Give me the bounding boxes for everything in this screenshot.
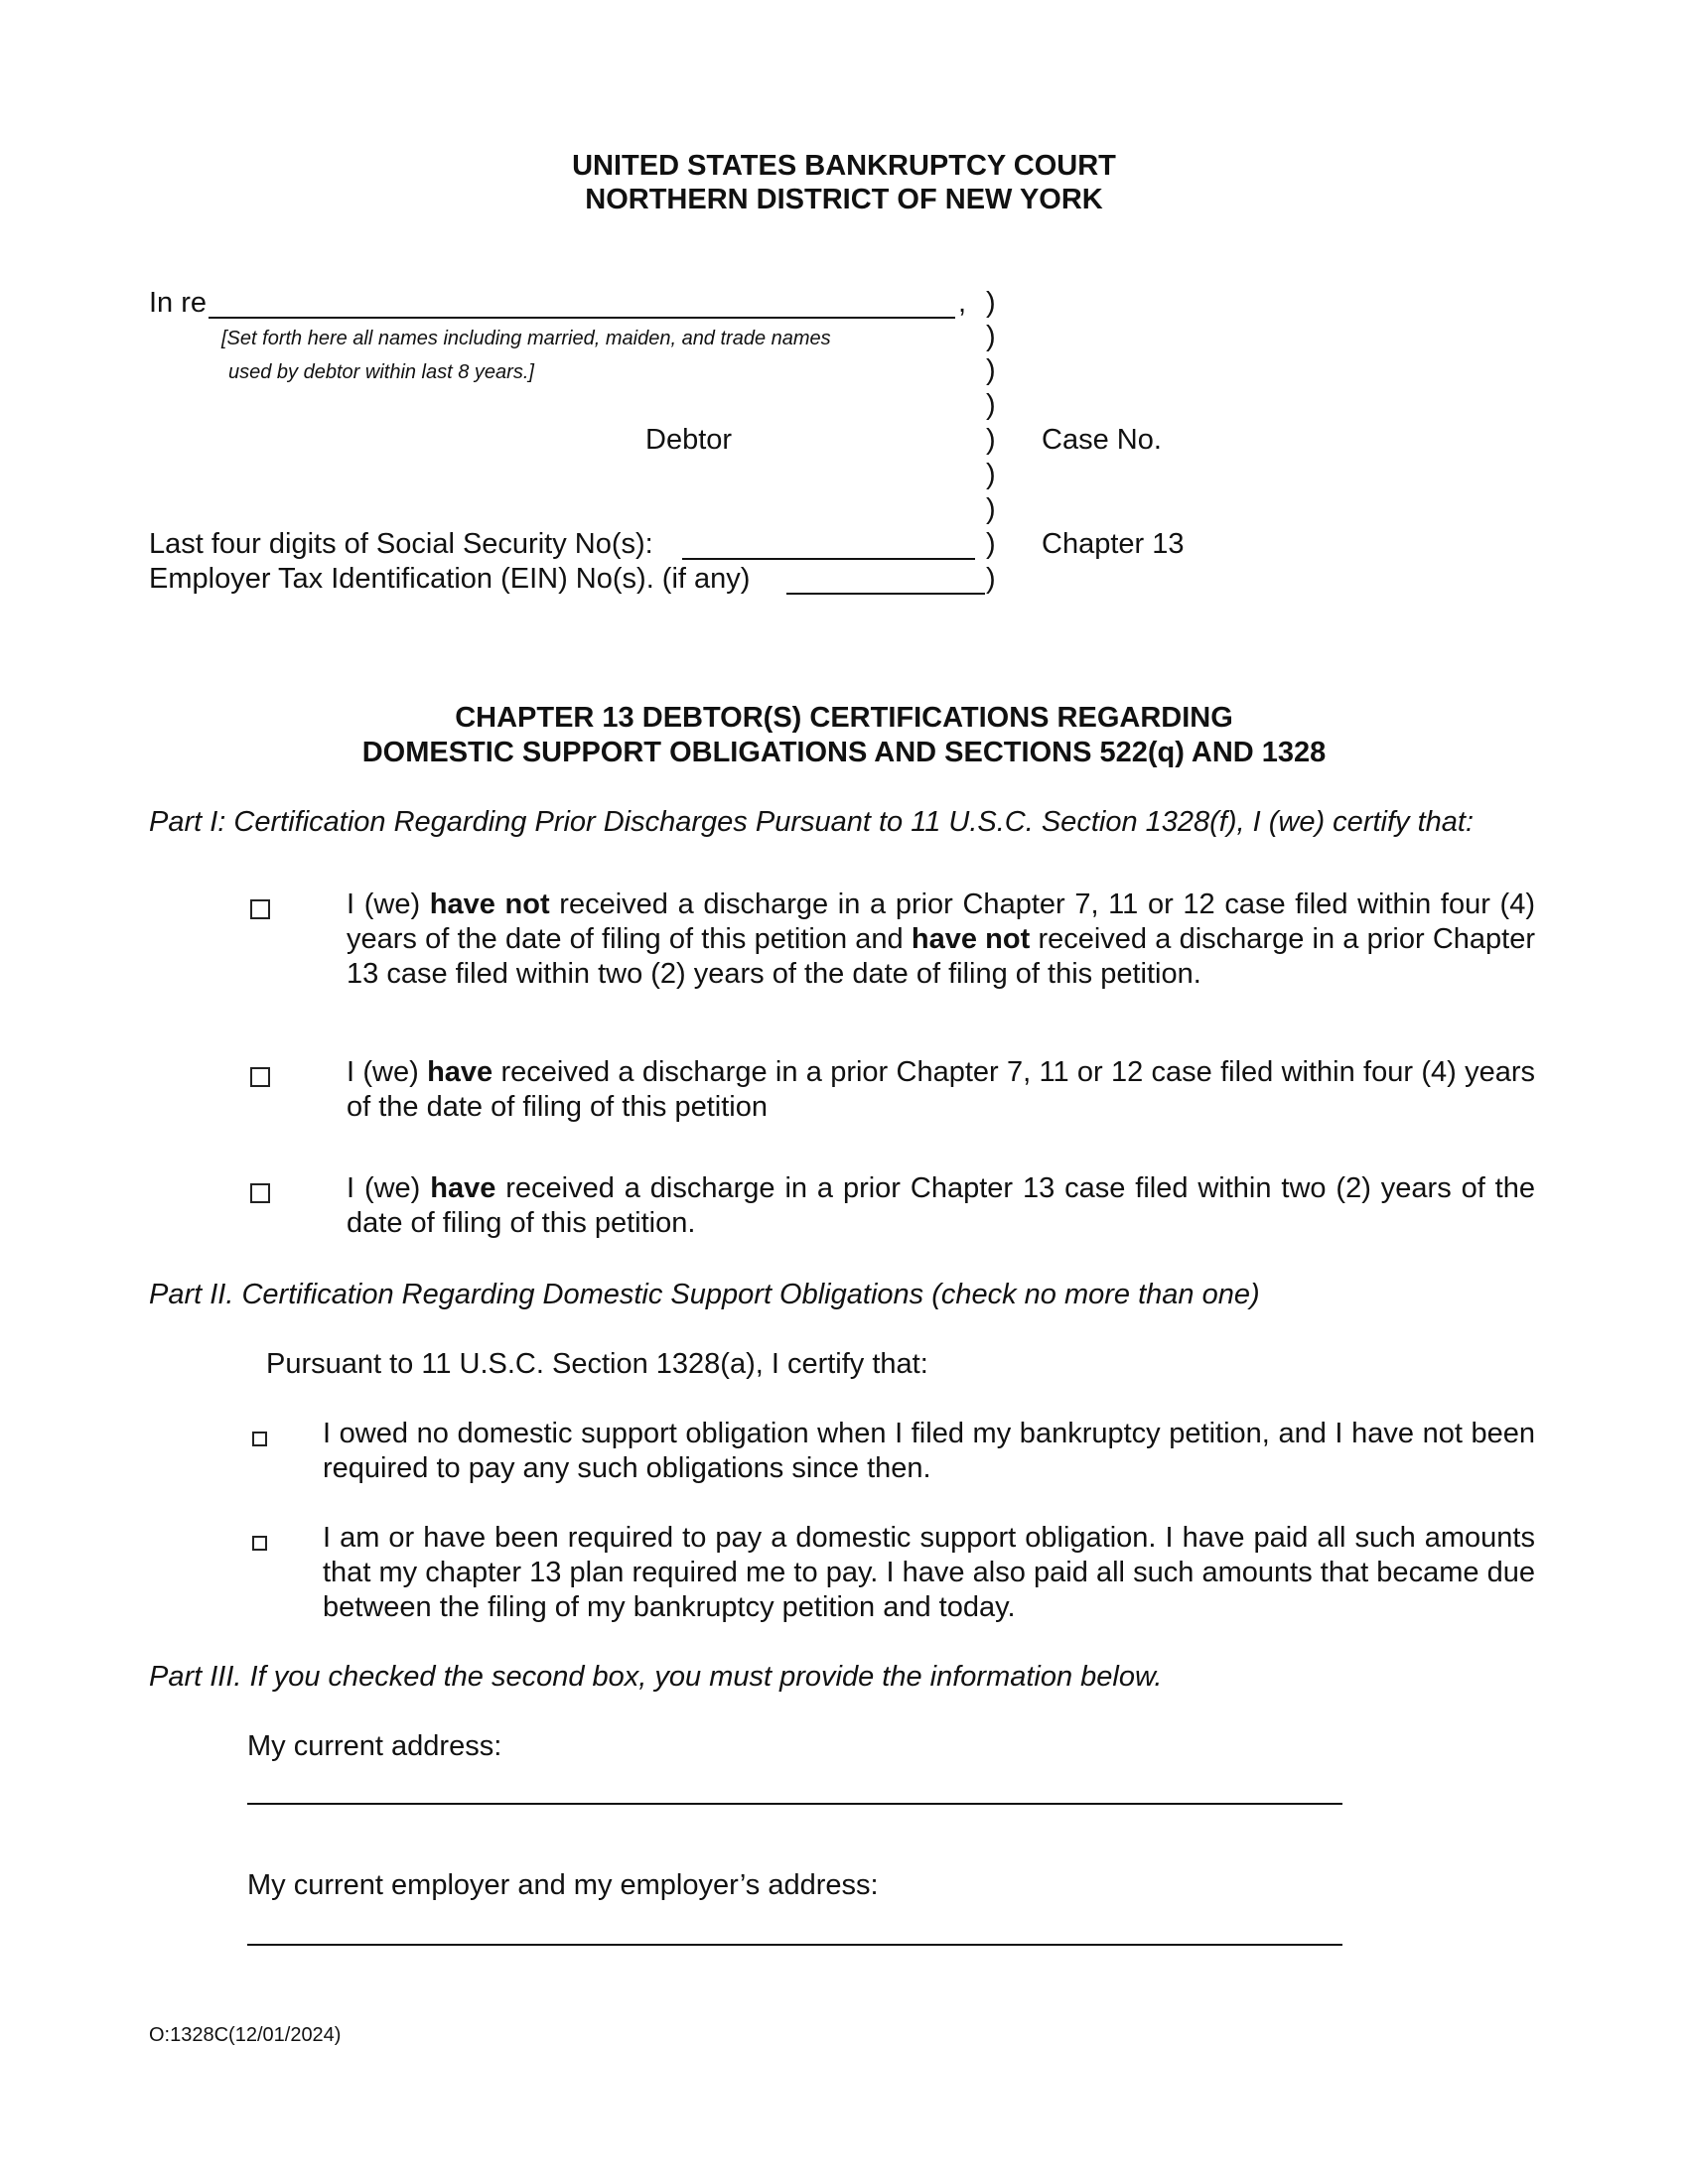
debtor-label: Debtor — [645, 424, 733, 456]
part2-checkbox-1[interactable] — [252, 1432, 267, 1446]
part1-option-2: I (we) have received a discharge in a prior Chapter 7, 11 or 12 case filed within four (4) years of the date of filing of this petition — [347, 1056, 1535, 1123]
part2-checkbox-2[interactable] — [252, 1536, 267, 1551]
debtor-name-field[interactable] — [209, 286, 955, 319]
current-address-field[interactable] — [247, 1793, 1342, 1805]
part2-option-1: I owed no domestic support obligation when I filed my bankruptcy petition, and I have not been required to pay any such obligations since then. — [323, 1418, 1535, 1484]
chapter-label: Chapter 13 — [1042, 528, 1185, 560]
form-title-line1: CHAPTER 13 DEBTOR(S) CERTIFICATIONS REGARDING — [455, 702, 1233, 734]
ein-field[interactable] — [786, 562, 985, 595]
part1-checkbox-2[interactable] — [250, 1067, 270, 1087]
part1-option-1: I (we) have not received a discharge in a prior Chapter 7, 11 or 12 case filed within four (4) years of the date of filing of this petition and have not received a discharge in a prior Chapter 13 case filed within two (2) years of the date of filing of this petition. — [347, 888, 1535, 990]
part1-checkbox-3[interactable] — [250, 1183, 270, 1203]
employer-address-field[interactable] — [247, 1934, 1342, 1946]
court-name: UNITED STATES BANKRUPTCY COURT — [572, 150, 1116, 182]
in-re-comma: , — [958, 287, 967, 319]
part1-heading: Part I: Certification Regarding Prior Discharges Pursuant to 11 U.S.C. Section 1328(f), I (we) certify that: — [149, 806, 1475, 838]
part2-option-2: I am or have been required to pay a domestic support obligation. I have paid all such amounts that my chapter 13 plan required me to pay. I have also paid all such amounts that became due between the filing of my bankruptcy petition and today. — [323, 1522, 1535, 1623]
current-address-label: My current address: — [247, 1730, 502, 1762]
ein-label: Employer Tax Identification (EIN) No(s). (if any) — [149, 563, 751, 595]
caption-paren: ) — [986, 528, 996, 560]
part1-option-3: I (we) have received a discharge in a prior Chapter 13 case filed within two (2) years of the date of filing of this petition. — [347, 1172, 1535, 1239]
names-note-line2: used by debtor within last 8 years.] — [228, 361, 534, 383]
district-name: NORTHERN DISTRICT OF NEW YORK — [585, 184, 1103, 215]
ssn-label: Last four digits of Social Security No(s): — [149, 528, 653, 560]
employer-label: My current employer and my employer’s address: — [247, 1869, 879, 1901]
form-title-line2: DOMESTIC SUPPORT OBLIGATIONS AND SECTIONS 522(q) AND 1328 — [361, 737, 1327, 768]
form-id: O:1328C(12/01/2024) — [149, 2024, 342, 2046]
caption-paren: ) — [986, 424, 996, 456]
caption-paren: ) — [986, 459, 996, 490]
ssn-field[interactable] — [682, 527, 975, 560]
caption-paren: ) — [986, 493, 996, 525]
case-no-label: Case No. — [1042, 424, 1162, 456]
names-note-line1: [Set forth here all names including married, maiden, and trade names — [221, 328, 831, 349]
caption-paren: ) — [986, 287, 996, 319]
part3-heading: Part III. If you checked the second box, you must provide the information below. — [149, 1661, 1163, 1693]
in-re-label: In re — [149, 287, 208, 319]
caption-paren: ) — [986, 354, 996, 386]
part2-pursuant: Pursuant to 11 U.S.C. Section 1328(a), I certify that: — [266, 1348, 928, 1380]
part1-checkbox-1[interactable] — [250, 899, 270, 919]
caption-paren: ) — [986, 389, 996, 421]
caption-paren: ) — [986, 321, 996, 352]
part2-heading: Part II. Certification Regarding Domestic Support Obligations (check no more than one) — [149, 1279, 1260, 1310]
caption-paren: ) — [986, 563, 996, 595]
